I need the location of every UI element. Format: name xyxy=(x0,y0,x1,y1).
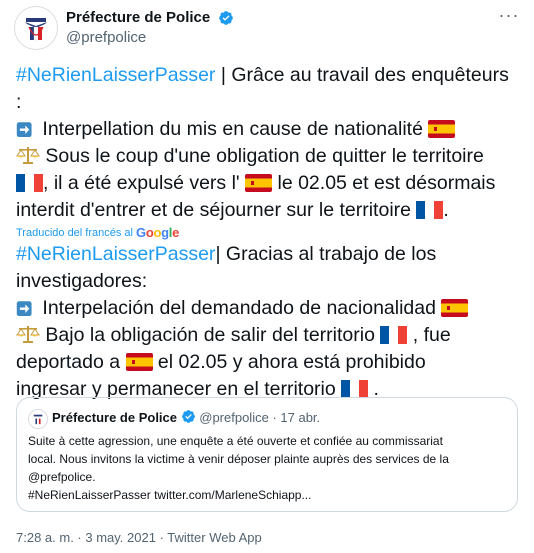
author-display-name[interactable]: Préfecture de Police xyxy=(66,9,211,26)
hashtag-link[interactable]: #NeRienLaisserPasser xyxy=(16,64,216,86)
more-options-button[interactable]: ··· xyxy=(498,5,520,25)
tweet-text-fr-1b: : xyxy=(16,91,22,113)
author-avatar[interactable] xyxy=(14,6,58,50)
tweet-date[interactable]: 3 may. 2021 xyxy=(85,530,156,545)
author-names xyxy=(66,9,234,48)
tweet-text-fr-3: Sous le coup d'une obligation de quitter le territoire xyxy=(40,145,484,167)
verified-badge-icon xyxy=(218,10,234,26)
spain-flag-icon xyxy=(428,120,455,138)
tweet-text-fr-4a: , il a été expulsé vers l' xyxy=(43,172,246,194)
quoted-line-2: local. Nous invitons la victime à venir déposer plainte auprès des services de la xyxy=(28,452,449,466)
translation-label: Traducido del francés al xyxy=(16,227,133,239)
quoted-author-handle: @prefpolice xyxy=(199,410,269,425)
tweet-text-es-4b: el 02.05 y ahora está prohibido xyxy=(152,351,426,373)
prefecture-logo-icon xyxy=(29,410,47,428)
tweet-text-fr-4b: le 02.05 et est désormais xyxy=(272,172,496,194)
verified-badge-icon xyxy=(181,409,196,424)
right-arrow-emoji-icon xyxy=(16,297,37,318)
tweet-text-es-1: | Gracias al trabajo de los xyxy=(215,243,437,265)
balance-scale-emoji-icon xyxy=(16,145,40,165)
google-logo-icon: Google xyxy=(136,225,180,240)
tweet-source[interactable]: Twitter Web App xyxy=(167,530,262,545)
footer-separator: · xyxy=(73,530,86,545)
tweet-header xyxy=(14,6,520,50)
quoted-body xyxy=(28,432,508,504)
quoted-hashtag: #NeRienLaisserPasser xyxy=(28,488,151,502)
author-handle[interactable]: @prefpolice xyxy=(66,29,147,47)
spain-flag-icon xyxy=(441,299,468,317)
quoted-line-3: @prefpolice. xyxy=(28,470,96,484)
france-flag-icon xyxy=(341,380,368,398)
tweet-text-es-3-tail: , fue xyxy=(407,324,451,346)
tweet-text: #NeRienLaisserPasser | Grâce au travail des enquêteurs : Interpellation du mis en cause de nationalité Sous le coup d'une obligation de quitter le territoire , il a été expulsé vers l' le 02.05 et est désormais interdit d'entrer et de séjourner sur le territoire . Traducido del francés al Google #NeRienLaisserPasser| Gracias al trabajo de los investigadores: Interpelación del demandado de nacionalidad Bajo la obligación de salir del territorio , fue deportado a el 02.05 y ahora está prohibido ingresar y permanecer en el territorio . xyxy=(16,62,522,403)
quoted-link: twitter.com/MarleneSchiapp... xyxy=(150,488,312,502)
tweet-text-fr-1: | Grâce au travail des enquêteurs xyxy=(215,64,509,86)
spain-flag-icon xyxy=(245,174,272,192)
tweet-text-es-5: ingresar y permanecer en el territorio xyxy=(16,378,342,400)
quoted-tweet[interactable] xyxy=(16,397,518,512)
spain-flag-icon xyxy=(126,353,153,371)
right-arrow-emoji-icon xyxy=(16,118,37,139)
tweet-text-es-3: Bajo la obligación de salir del territorio xyxy=(40,324,381,346)
quoted-author-avatar xyxy=(28,409,48,429)
hashtag-link[interactable]: #NeRienLaisserPasser xyxy=(16,243,216,265)
france-flag-icon xyxy=(416,201,443,219)
quoted-line-1: Suite à cette agression, une enquête a été ouverte et confiée au commissariat xyxy=(28,434,443,448)
tweet-text-es-4a: deportado a xyxy=(16,351,126,373)
quoted-date: 17 abr. xyxy=(280,410,321,425)
footer-separator: · xyxy=(155,530,168,545)
france-flag-icon xyxy=(16,174,43,192)
tweet-text-es-5-tail: . xyxy=(368,378,379,400)
quoted-separator: · xyxy=(268,410,281,425)
translation-notice[interactable] xyxy=(16,226,522,240)
france-flag-icon xyxy=(380,326,407,344)
tweet-footer xyxy=(16,529,262,547)
tweet-time[interactable]: 7:28 a. m. xyxy=(16,530,74,545)
tweet-text-fr-5: interdit d'entrer et de séjourner sur le territoire xyxy=(16,199,417,221)
tweet-text-fr-2: Interpellation du mis en cause de nationalité xyxy=(37,118,429,140)
quoted-header xyxy=(52,408,320,428)
balance-scale-emoji-icon xyxy=(16,324,40,344)
tweet-text-es-2: Interpelación del demandado de nacionalidad xyxy=(37,297,442,319)
tweet-text-es-1b: investigadores: xyxy=(16,270,148,292)
prefecture-logo-icon xyxy=(15,7,57,49)
quoted-author-name: Préfecture de Police xyxy=(52,410,177,425)
